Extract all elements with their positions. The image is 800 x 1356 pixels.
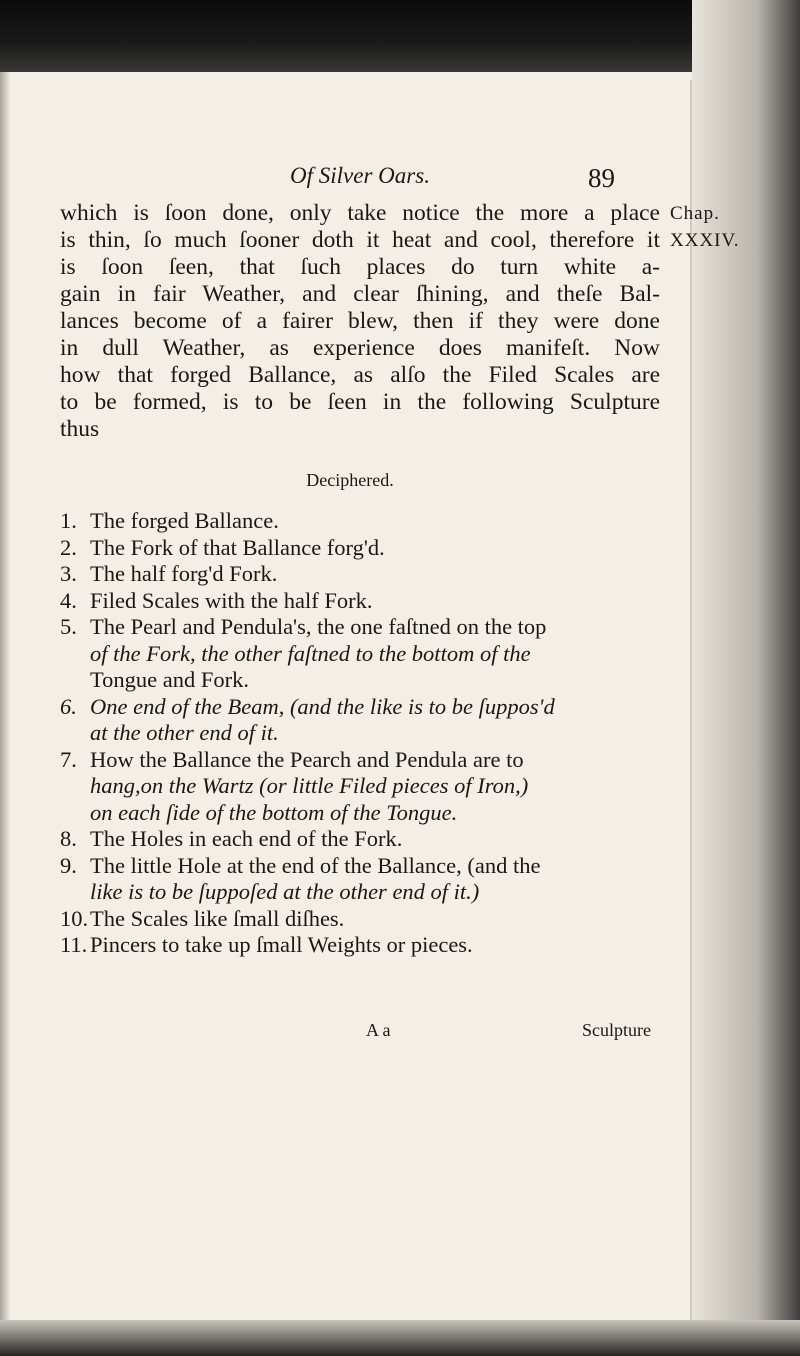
scan-left-border bbox=[0, 72, 10, 1332]
item-text: of the Fork, the other faſtned to the bottom of the bbox=[90, 640, 531, 666]
page-edge-line bbox=[690, 80, 692, 1320]
item-text: The forged Ballance. bbox=[90, 508, 279, 533]
item-text: How the Ballance the Pearch and Pendula are to bbox=[90, 746, 524, 772]
paragraph-line: is ſoon ſeen, that ſuch places do turn white a- bbox=[60, 254, 660, 280]
item-number: 1. bbox=[60, 508, 77, 533]
item-number: 10. bbox=[60, 905, 89, 931]
paragraph-line: in dull Weather, as experience does manifeſt. Now bbox=[60, 335, 660, 361]
catchword: Sculpture bbox=[582, 1020, 651, 1040]
body-paragraph bbox=[60, 200, 660, 443]
item-text: One end of the Beam, (and the like is to be ſuppos'd bbox=[90, 693, 555, 719]
list-item bbox=[60, 906, 680, 933]
list-item bbox=[60, 588, 680, 615]
paragraph-line: is thin, ſo much ſooner doth it heat and cool, therefore it bbox=[60, 227, 660, 253]
running-title: Of Silver Oars. bbox=[290, 163, 430, 188]
item-text: The Fork of that Ballance forg'd. bbox=[90, 534, 385, 560]
item-text: The Holes in each end of the Fork. bbox=[90, 826, 403, 851]
item-text: Tongue and Fork. bbox=[90, 667, 250, 692]
scan-top-border bbox=[0, 0, 800, 72]
paragraph-line: how that forged Ballance, as alſo the Filed Scales are bbox=[60, 362, 660, 388]
item-number: 6. bbox=[60, 693, 77, 719]
list-item bbox=[60, 826, 680, 853]
item-text: on each ſide of the bottom of the Tongue. bbox=[90, 799, 458, 825]
item-text: like is to be ſuppoſed at the other end of it.) bbox=[90, 879, 480, 904]
item-number: 3. bbox=[60, 561, 77, 586]
list-item bbox=[60, 747, 680, 827]
list-item bbox=[60, 561, 680, 588]
list-item bbox=[60, 853, 680, 906]
deciphered-heading: Deciphered. bbox=[306, 470, 394, 490]
paragraph-line: to be formed, is to be ſeen in the following Sculpture bbox=[60, 389, 660, 415]
item-text: at the other end of it. bbox=[90, 720, 279, 745]
list-item bbox=[60, 932, 680, 959]
item-text: Filed Scales with the half Fork. bbox=[90, 587, 373, 613]
item-number: 7. bbox=[60, 746, 77, 772]
item-text: The Pearl and Pendula's, the one faſtned on the top bbox=[90, 614, 547, 639]
item-number: 2. bbox=[60, 534, 77, 560]
list-item bbox=[60, 694, 680, 747]
scan-bottom-border bbox=[0, 1320, 800, 1356]
item-number: 8. bbox=[60, 826, 77, 851]
signature-mark: A a bbox=[366, 1020, 391, 1040]
item-number: 11. bbox=[60, 932, 88, 957]
item-number: 9. bbox=[60, 852, 77, 878]
list-item bbox=[60, 614, 680, 694]
item-text: The half forg'd Fork. bbox=[90, 561, 278, 586]
list-item bbox=[60, 508, 680, 535]
margin-note bbox=[670, 200, 740, 254]
item-text: The Scales like ſmall diſhes. bbox=[90, 905, 345, 931]
paragraph-line: lances become of a fairer blew, then if they were done bbox=[60, 308, 660, 334]
item-text: The little Hole at the end of the Ballance, (and the bbox=[90, 852, 541, 878]
margin-chapter-number: XXXIV. bbox=[670, 230, 740, 251]
paragraph-line: which is ſoon done, only take notice the more a place bbox=[60, 200, 660, 226]
margin-chapter: Chap. bbox=[670, 203, 720, 224]
item-text: Pincers to take up ſmall Weights or pieces. bbox=[90, 932, 473, 957]
paragraph-line: thus bbox=[60, 416, 100, 442]
item-number: 5. bbox=[60, 614, 77, 639]
page-header bbox=[50, 155, 670, 195]
key-list bbox=[60, 508, 680, 959]
item-text: hang,on the Wartz (or little Filed pieces of Iron,) bbox=[90, 773, 529, 798]
list-item bbox=[60, 535, 680, 562]
page-number: 89 bbox=[588, 163, 615, 193]
item-number: 4. bbox=[60, 587, 77, 613]
paragraph-line: gain in fair Weather, and clear ſhining, and theſe Bal- bbox=[60, 281, 660, 307]
